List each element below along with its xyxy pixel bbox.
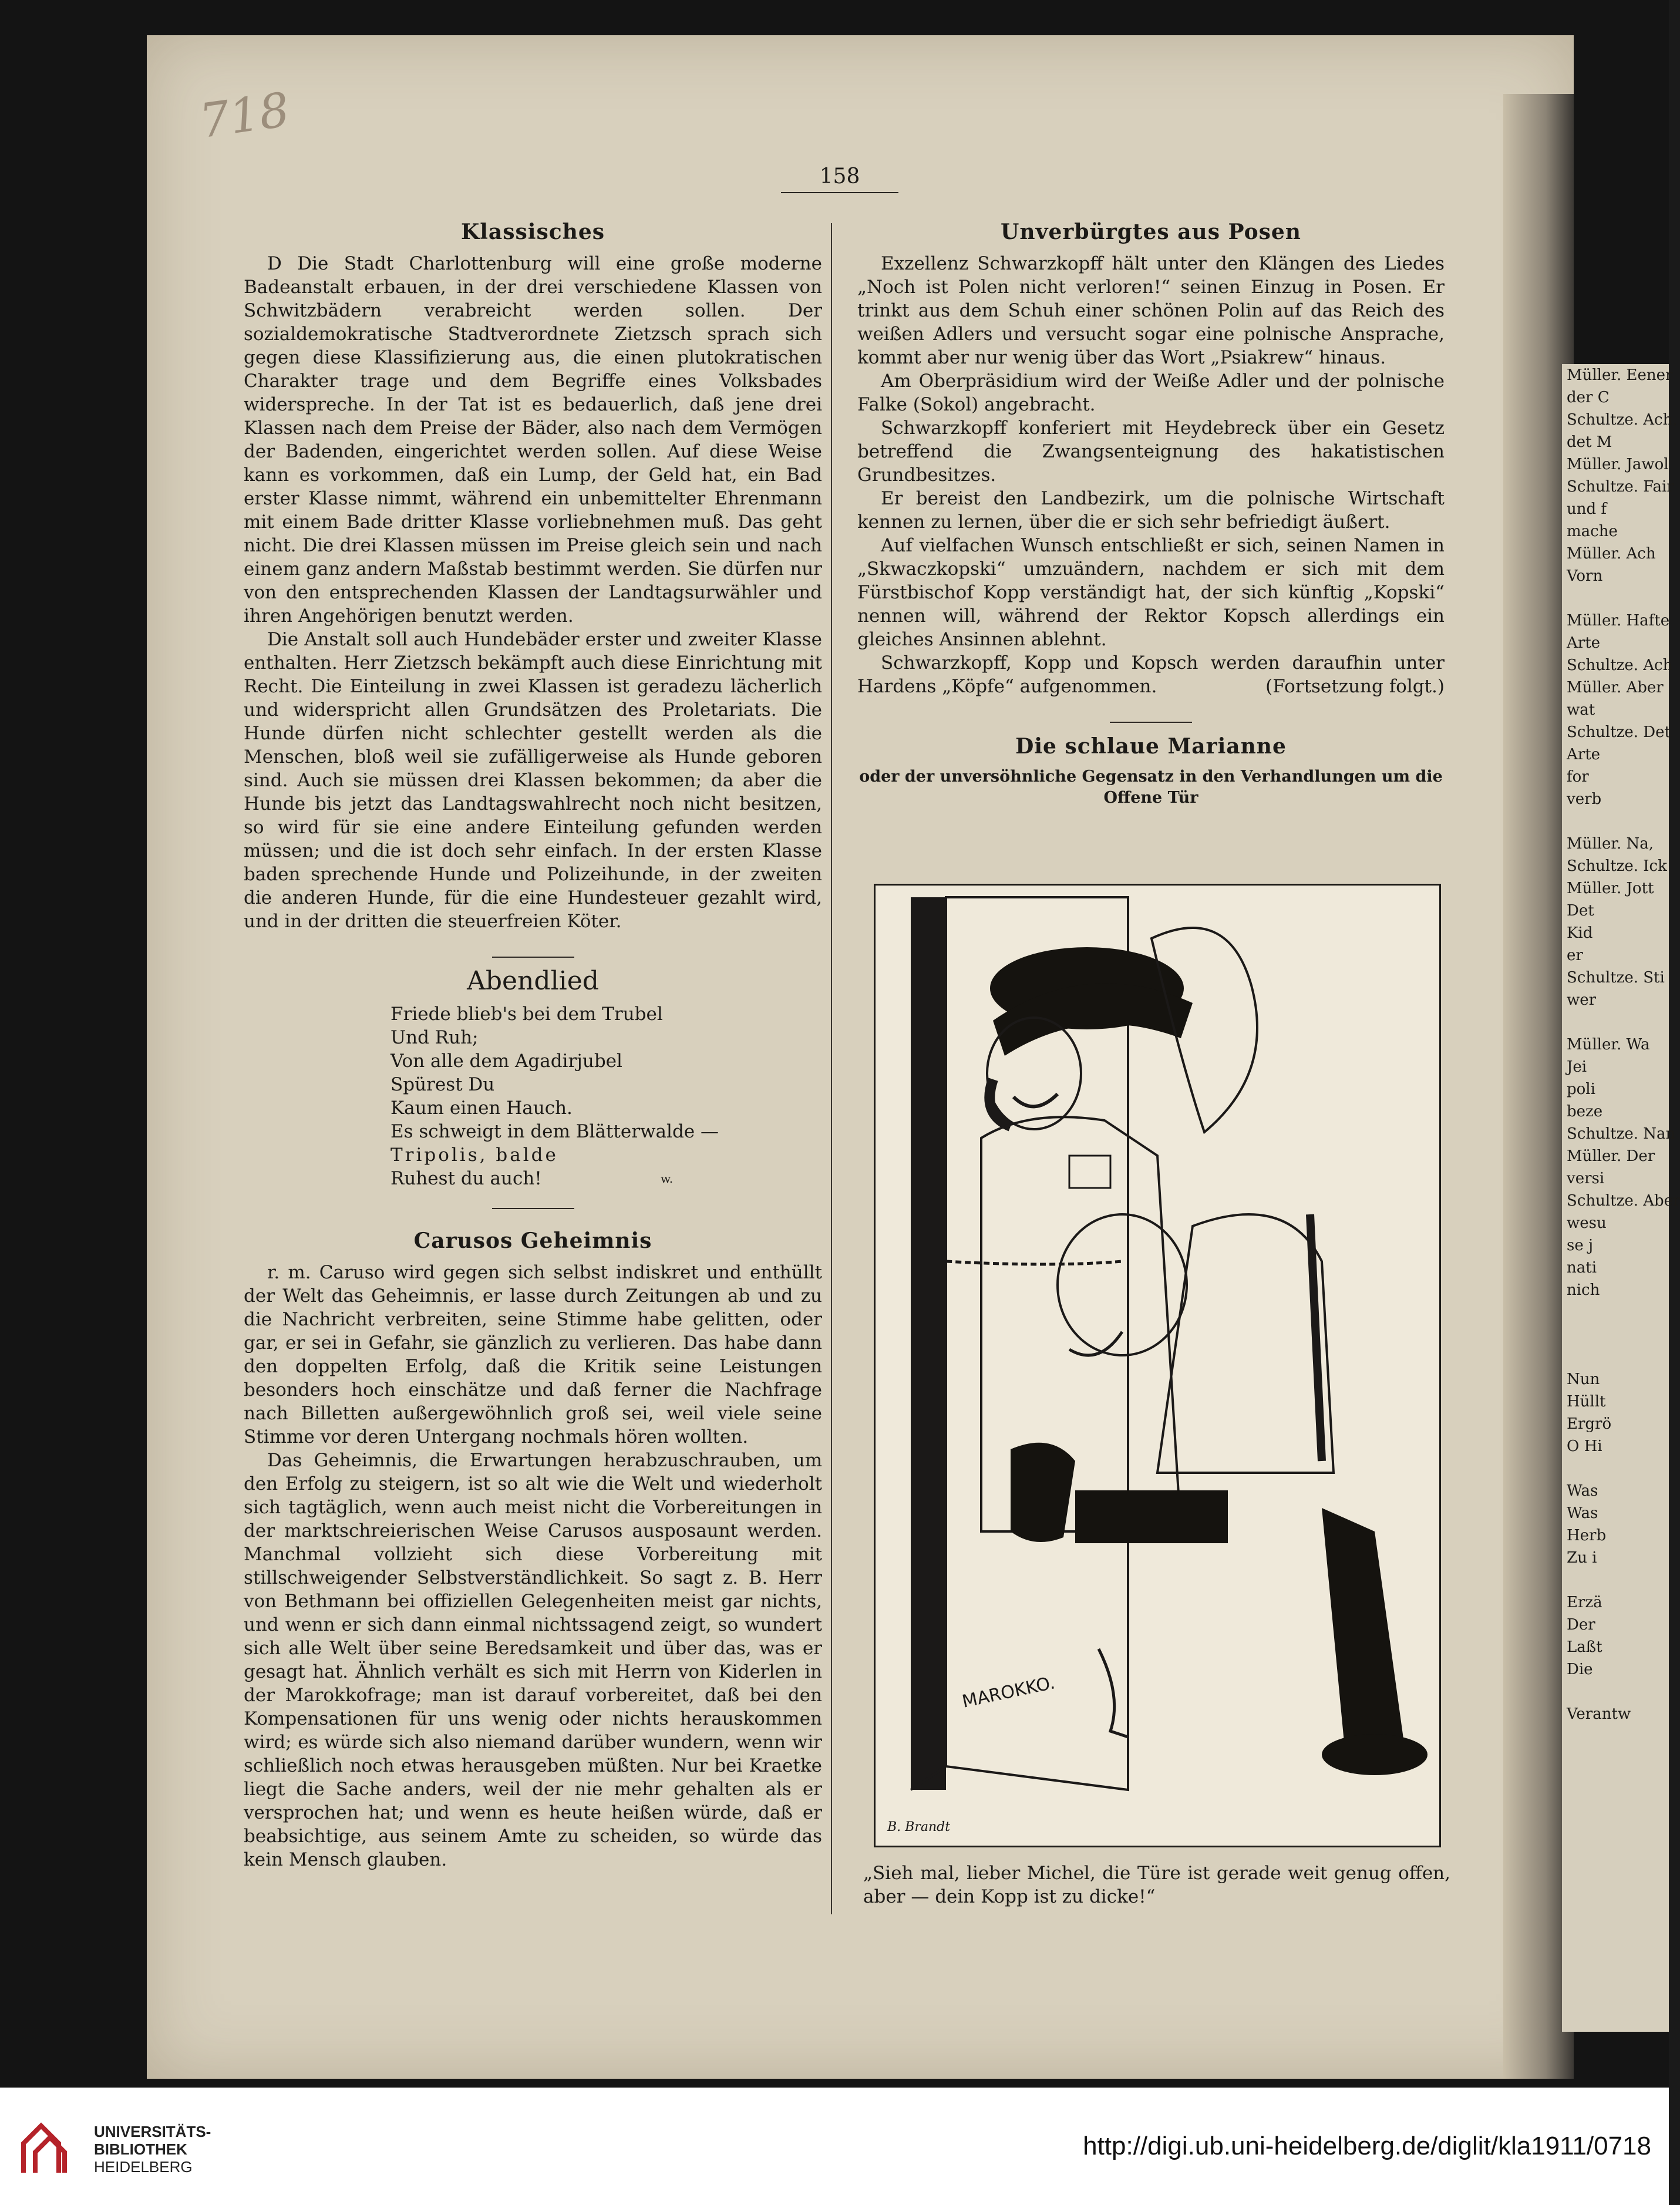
next-page-line: mache: [1567, 523, 1618, 540]
next-page-line: Was: [1567, 1482, 1598, 1500]
artist-signature: B. Brandt: [887, 1820, 951, 1834]
next-page-line: Was: [1567, 1504, 1598, 1522]
next-page-line: [1567, 1324, 1680, 1346]
next-page-line: for: [1567, 768, 1589, 786]
article-paragraph: [857, 651, 1445, 698]
next-page-line: Müller. Jawol: [1567, 456, 1669, 473]
next-page-line: Det: [1567, 902, 1594, 920]
next-page-line: wat: [1567, 701, 1595, 719]
next-page-fragment: [1562, 364, 1680, 2032]
library-name: [94, 2123, 211, 2176]
next-page-line: Schultze. Ick: [1567, 857, 1667, 875]
article-paragraph: Die Anstalt soll auch Hundebäder erster und zweiter Klasse enthalten. Herr Zietzsch bekämpft auch diese Einrichtung mit Recht. Die Einteilung in zwei Klassen ist geradezu lächerlich und widerspricht allen Grundsätzen des Proletariats. Die Hunde dürfen nicht schlechter gestellt werden als die Menschen, bloß weil sie zufälligerweise als Hunde geboren sind. Auch sie müssen drei Klassen bekommen; da aber die Hunde bis jetzt das Landtagswahlrecht noch nicht besitzen, so wird für sie eine andere Einteilung gefunden werden müssen; und die ist doch sehr einfach. In der ersten Klasse baden sprechende Hunde und Polizeihunde, in der zweiten die anderen Hunde, für die eine Hundesteuer gezahlt wird, und in der dritten die steuerfreien Köter.: [244, 629, 822, 932]
next-page-line: nich: [1567, 1281, 1600, 1299]
article-title-klassisches: Klassisches: [460, 220, 605, 244]
next-page-line: Müller. Eener: [1567, 366, 1673, 384]
next-page-line: Schultze. Fair: [1567, 478, 1674, 496]
next-page-line: [1567, 587, 1680, 610]
next-page-line: [1567, 810, 1680, 833]
next-page-line: Müller. Aber: [1567, 679, 1664, 696]
next-page-line: Schultze. Nan: [1567, 1125, 1676, 1143]
next-page-line: Hüllt: [1567, 1393, 1606, 1410]
next-page-line: Schultze. Ach,: [1567, 411, 1678, 429]
article-paragraph: Er bereist den Landbezirk, um die polnische Wirtschaft kennen zu lernen, über die er sich sehr befriedigt äußert.: [857, 488, 1445, 533]
next-page-line: [1567, 1346, 1680, 1368]
article-paragraph: r. m. Caruso wird gegen sich selbst indiskret und enthüllt der Welt das Geheimnis, er lasse durch Zeitungen ab und zu die Nachricht verbreiten, seine Stimme habe gelitten, oder gar, er sei in Gefahr, sie gänzlich zu verlieren. Das habe dann den doppelten Erfolg, daß die Kritik seine Leistungen besonders hoch einschätze und daß ferner die Nachfrage nach Billetten außergewöhnlich groß sei, weil viele seine Stimme vor deren Untergang nochmals hören wollten.: [244, 1262, 822, 1447]
next-page-line: se j: [1567, 1237, 1594, 1254]
poem-title-abendlied: Abendlied: [467, 966, 599, 996]
next-page-line: Kid: [1567, 924, 1593, 942]
poem-line: Und Ruh;: [390, 1027, 479, 1048]
next-page-line: Laßt: [1567, 1638, 1602, 1656]
poem-line: [390, 1167, 822, 1190]
next-page-line: Jei: [1567, 1058, 1587, 1076]
poem-line: Tripolis, balde: [390, 1144, 558, 1166]
next-page-line: und f: [1567, 500, 1607, 518]
article-paragraph: Am Oberpräsidium wird der Weiße Adler und der polnische Falke (Sokol) angebracht.: [857, 371, 1445, 415]
section-divider: [492, 1208, 574, 1209]
cartoon-title: Die schlaue Marianne: [1015, 734, 1287, 759]
next-page-line: Vorn: [1567, 567, 1603, 585]
column-divider: [831, 223, 832, 1914]
article-paragraph-text: Schwarzkopff, Kopp und Kopsch werden daraufhin unter Hardens „Köpfe“ aufgenommen.: [857, 652, 1445, 697]
poem-line: Friede blieb's bei dem Trubel: [390, 1004, 663, 1025]
next-page-text: [1567, 364, 1680, 1725]
article-title-posen: Unverbürgtes aus Posen: [1001, 220, 1301, 244]
section-divider: [1110, 722, 1192, 723]
library-logo-icon: [18, 2120, 76, 2179]
next-page-line: Erzä: [1567, 1594, 1602, 1611]
next-page-line: Der: [1567, 1616, 1595, 1634]
poem-line: Von alle dem Agadirjubel: [390, 1051, 622, 1072]
next-page-line: er: [1567, 947, 1583, 964]
next-page-line: Schultze. Ach: [1567, 657, 1673, 674]
next-page-line: [1567, 1457, 1680, 1480]
footer-bar: [0, 2088, 1669, 2205]
michel-body: [1157, 1214, 1334, 1473]
article-paragraph: Das Geheimnis, die Erwartungen herabzuschrauben, um den Erfolg zu steigern, ist so alt wie die Welt und wiederholt sich tagtäglich, wenn auch meist nicht die Vorbereitungen in der marktschreierischen Weise Carusos ausposaunt werden. Manchmal vollzieht sich diese Vorbereitung mit stillschweigender Selbstverständlichkeit. So sagt z. B. Herr von Bethmann bei offiziellen Gelegenheiten meist gar nichts, und wenn er sich dann einmal nichtssagend zeigt, so wundert sich alle Welt über seine Beredsamkeit und über das, was er gesagt hat. Ähnlich verhält es sich mit Herrn von Kiderlen in der Marokkofrage; man ist darauf vorbereitet, daß bei den Kompensationen für uns wenig oder nichts herauskommen wird; es würde sich also niemand darüber wundern, wenn wir schließlich noch etwas herausgeben müßten. Nur bei Kraetke liegt die Sache anders, weil der nie mehr gehalten als er versprochen hat; und wenn es heute heißen würde, daß er beabsichtige, aus seinem Amte zu scheiden, so würde das kein Mensch glauben.: [244, 1450, 822, 1870]
next-page-line: Schultze. Aber: [1567, 1192, 1680, 1210]
section-divider: [492, 957, 574, 958]
poem-line: Spürest Du: [390, 1074, 495, 1095]
next-page-line: Zu i: [1567, 1549, 1597, 1567]
next-page-line: Müller. Wa: [1567, 1036, 1650, 1053]
next-page-line: wesu: [1567, 1214, 1607, 1232]
next-page-line: O Hi: [1567, 1438, 1602, 1455]
handwritten-page-note: 718: [196, 82, 293, 149]
article-paragraph: D Die Stadt Charlottenburg will eine große moderne Badeanstalt erbauen, in der drei verschiedene Klassen von Schwitzbädern verabreicht werden sollen. Der sozialdemokratische Stadtverordnete Zietzsch sprach sich gegen diese Klassifizierung aus, die einen plutokratischen Charakter trage und dem Begriffe eines Volksbades widerspreche. In der Tat ist es bedauerlich, daß jene drei Klassen nach dem Preise der Bäder, also nach dem Vermögen der Badenden, eingerichtet werden sollen. Auf diese Weise kann es vorkommen, daß ein Lump, der Geld hat, ein Bad erster Klasse nimmt, während ein unbemittelter Ehrenmann mit einem Bade dritter Klasse vorliebnehmen muß. Das geht nicht. Die drei Klassen müssen im Preise gleich sein und nach einem ganz andern Maßstab bestimmt werden. Sie dürfen nur von den entsprechenden Klassen der Landtagsurwähler und ihren Angehörigen benutzt werden.: [244, 253, 822, 627]
next-page-line: Herb: [1567, 1527, 1607, 1544]
poem-line: Es schweigt in dem Blätterwalde —: [390, 1121, 719, 1142]
next-page-line: poli: [1567, 1080, 1595, 1098]
next-page-line: Müller. Na,: [1567, 835, 1654, 853]
poem-last-line: Ruhest du auch!: [390, 1168, 542, 1189]
michel-legs: [1322, 1508, 1404, 1755]
door-frame-left: [911, 897, 946, 1790]
cartoon-drawing: [876, 886, 1439, 1846]
library-name-line: UNIVERSITÄTS-: [94, 2123, 211, 2140]
article-paragraph: Auf vielfachen Wunsch entschließt er sich, seinen Namen in „Skwaczkopski“ umzuändern, nachdem er sich mit dem Fürstbischof Kopp verständigt hat, der sich künftig „Kopski“ nennen will, während der Rektor Kopsch allerdings ein gleiches Ansinnen ablehnt.: [857, 535, 1445, 650]
next-page-line: wer: [1567, 991, 1597, 1009]
next-page-line: Arte: [1567, 634, 1601, 652]
next-page-line: Ergrö: [1567, 1415, 1612, 1433]
page-number: 158: [781, 164, 898, 193]
next-page-line: Die: [1567, 1661, 1593, 1678]
library-name-line: BIBLIOTHEK: [94, 2140, 187, 2158]
poem-line: Kaum einen Hauch.: [390, 1098, 573, 1119]
continued-note: (Fortsetzung folgt.): [1265, 676, 1445, 697]
next-page-line: Verantw: [1567, 1705, 1631, 1723]
next-page-line: det M: [1567, 433, 1612, 451]
marianne-foot: [1099, 1649, 1128, 1737]
permalink-url[interactable]: http://digi.ub.uni-heidelberg.de/diglit/kla1911/0718: [1083, 2132, 1651, 2160]
handbag: [1011, 1443, 1075, 1542]
article-title-caruso: Carusos Geheimnis: [413, 1228, 652, 1253]
next-page-line: Müller. Ach: [1567, 545, 1656, 563]
next-page-line: beze: [1567, 1103, 1603, 1120]
door-chain: [946, 1261, 1122, 1264]
cartoon-subtitle: oder der unversöhnliche Gegensatz in den Verhandlungen um die Offene Tür: [859, 767, 1443, 807]
next-page-line: [1567, 1681, 1680, 1703]
poem-signature: w.: [661, 1171, 674, 1186]
next-page-line: [1567, 1569, 1680, 1591]
library-name-line: HEIDELBERG: [94, 2158, 193, 2176]
next-page-line: [1567, 1301, 1680, 1324]
next-page-line: nati: [1567, 1259, 1597, 1277]
cartoon-caption: „Sieh mal, lieber Michel, die Türe ist gerade weit genug offen, aber — dein Kopp ist zu dicke!“: [863, 1863, 1450, 1907]
next-page-line: Arte: [1567, 746, 1601, 763]
next-page-line: Schultze. Det: [1567, 723, 1671, 741]
right-column: [857, 220, 1445, 809]
next-page-line: Nun: [1567, 1371, 1600, 1388]
next-page-line: Müller. Hafte: [1567, 612, 1670, 629]
next-page-line: der C: [1567, 389, 1610, 406]
cartoon-illustration: [874, 884, 1441, 1847]
next-page-line: Müller. Jott: [1567, 880, 1654, 897]
left-column: [244, 220, 822, 1871]
next-page-line: Müller. Der: [1567, 1147, 1655, 1165]
next-page-line: Schultze. Sti: [1567, 969, 1665, 987]
next-page-line: versi: [1567, 1170, 1605, 1187]
next-page-line: verb: [1567, 790, 1602, 808]
next-page-line: [1567, 1011, 1680, 1034]
poem-body: [390, 1002, 822, 1190]
door-label-marokko: MAROKKO.: [960, 1672, 1057, 1712]
article-paragraph: Schwarzkopff konferiert mit Heydebreck über ein Gesetz betreffend die Zwangsenteignung des hakatistischen Grundbesitzes.: [857, 418, 1445, 486]
article-paragraph: Exzellenz Schwarzkopff hält unter den Klängen des Liedes „Noch ist Polen nicht verloren!“ seinen Einzug in Posen. Er trinkt aus dem Schuh einer schönen Polin auf das Reich des weißen Adlers und versucht sogar eine polnische Ansprache, kommt aber nur wenig über das Wort „Psiakrew“ hinaus.: [857, 253, 1445, 368]
